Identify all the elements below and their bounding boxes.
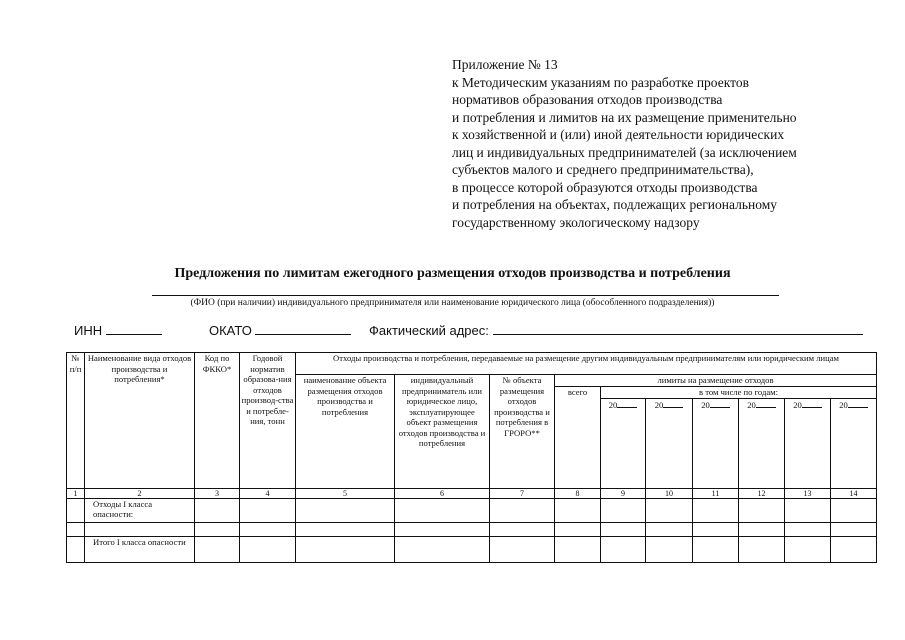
table-cell <box>240 498 296 522</box>
table-cell <box>831 522 877 536</box>
year-cell: 20 <box>785 398 831 488</box>
header-limits: лимиты на размещение отходов <box>555 375 877 387</box>
table-cell <box>296 536 395 562</box>
limits-table <box>66 352 877 563</box>
table-cell <box>646 536 693 562</box>
column-number: 12 <box>739 488 785 498</box>
column-number: 7 <box>490 488 555 498</box>
table-cell <box>785 522 831 536</box>
table-cell <box>601 498 646 522</box>
appendix-line: к Методическим указаниям по разработке проектов <box>452 74 749 90</box>
table-cell <box>646 498 693 522</box>
table-cell <box>296 498 395 522</box>
row-class1-total: Итого I класса опасности <box>85 536 195 562</box>
table-cell <box>490 522 555 536</box>
header-transferred-group: Отходы производства и потребления, передаваемые на размещение другим индивидуальным предпринимателям или юридическим лицам <box>296 353 877 375</box>
table-cell <box>85 522 195 536</box>
table-cell <box>555 522 601 536</box>
year-cell: 20 <box>831 398 877 488</box>
column-number: 13 <box>785 488 831 498</box>
column-number: 5 <box>296 488 395 498</box>
address-label: Фактический адрес: <box>369 323 489 338</box>
header-annual-norm: Годовой норматив образова-ния отходов производ-ства и потребле-ния, тонн <box>240 353 296 489</box>
header-fkko-code: Код по ФККО* <box>195 353 240 489</box>
table-cell <box>601 536 646 562</box>
table-cell <box>395 536 490 562</box>
header-operator: индивидуальный предприниматель или юридическое лицо, эксплуатирующее объект размещения отходов производства и потребления <box>395 375 490 489</box>
table-cell <box>831 536 877 562</box>
name-underline <box>152 295 779 296</box>
appendix-block <box>452 56 892 231</box>
column-number: 8 <box>555 488 601 498</box>
table-cell <box>296 522 395 536</box>
table-cell <box>739 536 785 562</box>
header-groro-number: № объекта размещения отходов производства и потребления в ГРОРО** <box>490 375 555 489</box>
table-cell <box>555 498 601 522</box>
header-waste-name: Наименование вида отходов производства и потребления* <box>85 353 195 489</box>
column-number: 1 <box>67 488 85 498</box>
year-cell: 20 <box>693 398 739 488</box>
address-field <box>369 322 863 338</box>
column-number: 14 <box>831 488 877 498</box>
table-cell <box>739 498 785 522</box>
column-number: 4 <box>240 488 296 498</box>
row-class1-header: Отходы I класса опасности: <box>85 498 195 522</box>
inn-blank <box>106 322 162 335</box>
table-cell <box>785 536 831 562</box>
table-cell <box>555 536 601 562</box>
appendix-line: к хозяйственной и (или) иной деятельности юридических <box>452 127 785 142</box>
header-by-years: в том числе по годам: <box>601 387 877 399</box>
column-number: 3 <box>195 488 240 498</box>
appendix-line: субъектов малого и среднего предпринимательства), <box>452 162 754 177</box>
appendix-line: в процессе которой образуются отходы производства <box>452 179 758 195</box>
table-cell <box>195 522 240 536</box>
table-cell <box>693 498 739 522</box>
table-cell <box>490 536 555 562</box>
inn-field <box>74 322 162 338</box>
column-number: 10 <box>646 488 693 498</box>
table-cell <box>693 522 739 536</box>
okato-blank <box>255 322 351 335</box>
table-cell <box>693 536 739 562</box>
header-num: № п/п <box>67 353 85 489</box>
table-cell <box>646 522 693 536</box>
table-cell <box>785 498 831 522</box>
appendix-line: лиц и индивидуальных предпринимателей (за исключением <box>452 144 797 160</box>
year-cell: 20 <box>646 398 693 488</box>
year-cell: 20 <box>601 398 646 488</box>
table-cell <box>601 522 646 536</box>
inn-label: ИНН <box>74 323 103 338</box>
appendix-line: и потребления и лимитов на их размещение применительно <box>452 109 797 125</box>
table-cell <box>67 522 85 536</box>
table-cell <box>395 522 490 536</box>
appendix-line: Приложение № 13 <box>452 57 558 72</box>
column-numbers-row <box>67 488 877 498</box>
okato-field <box>209 322 351 338</box>
appendix-line: нормативов образования отходов производства <box>452 92 723 107</box>
okato-label: ОКАТО <box>209 323 252 338</box>
column-number: 2 <box>85 488 195 498</box>
table-cell <box>831 498 877 522</box>
table-cell <box>195 536 240 562</box>
column-number: 9 <box>601 488 646 498</box>
name-caption: (ФИО (при наличии) индивидуального предпринимателя или наименование юридического лица (обособленного подразделения)) <box>190 298 715 308</box>
table-cell <box>240 536 296 562</box>
table-cell <box>195 498 240 522</box>
document-title: Предложения по лимитам ежегодного размещения отходов производства и потребления <box>174 266 731 281</box>
column-number: 11 <box>693 488 739 498</box>
table-row <box>67 498 877 522</box>
table-cell <box>240 522 296 536</box>
table-cell <box>395 498 490 522</box>
table-row <box>67 522 877 536</box>
table-cell <box>490 498 555 522</box>
table-cell <box>67 498 85 522</box>
header-total: всего <box>555 387 601 489</box>
year-cell: 20 <box>739 398 785 488</box>
table-cell <box>67 536 85 562</box>
appendix-line: и потребления на объектах, подлежащих региональному <box>452 197 778 212</box>
table-cell <box>739 522 785 536</box>
header-object-name: наименование объекта размещения отходов производства и потребления <box>296 375 395 489</box>
table-row <box>67 536 877 562</box>
address-blank <box>493 322 863 335</box>
column-number: 6 <box>395 488 490 498</box>
appendix-line: государственному экологическому надзору <box>452 214 700 230</box>
